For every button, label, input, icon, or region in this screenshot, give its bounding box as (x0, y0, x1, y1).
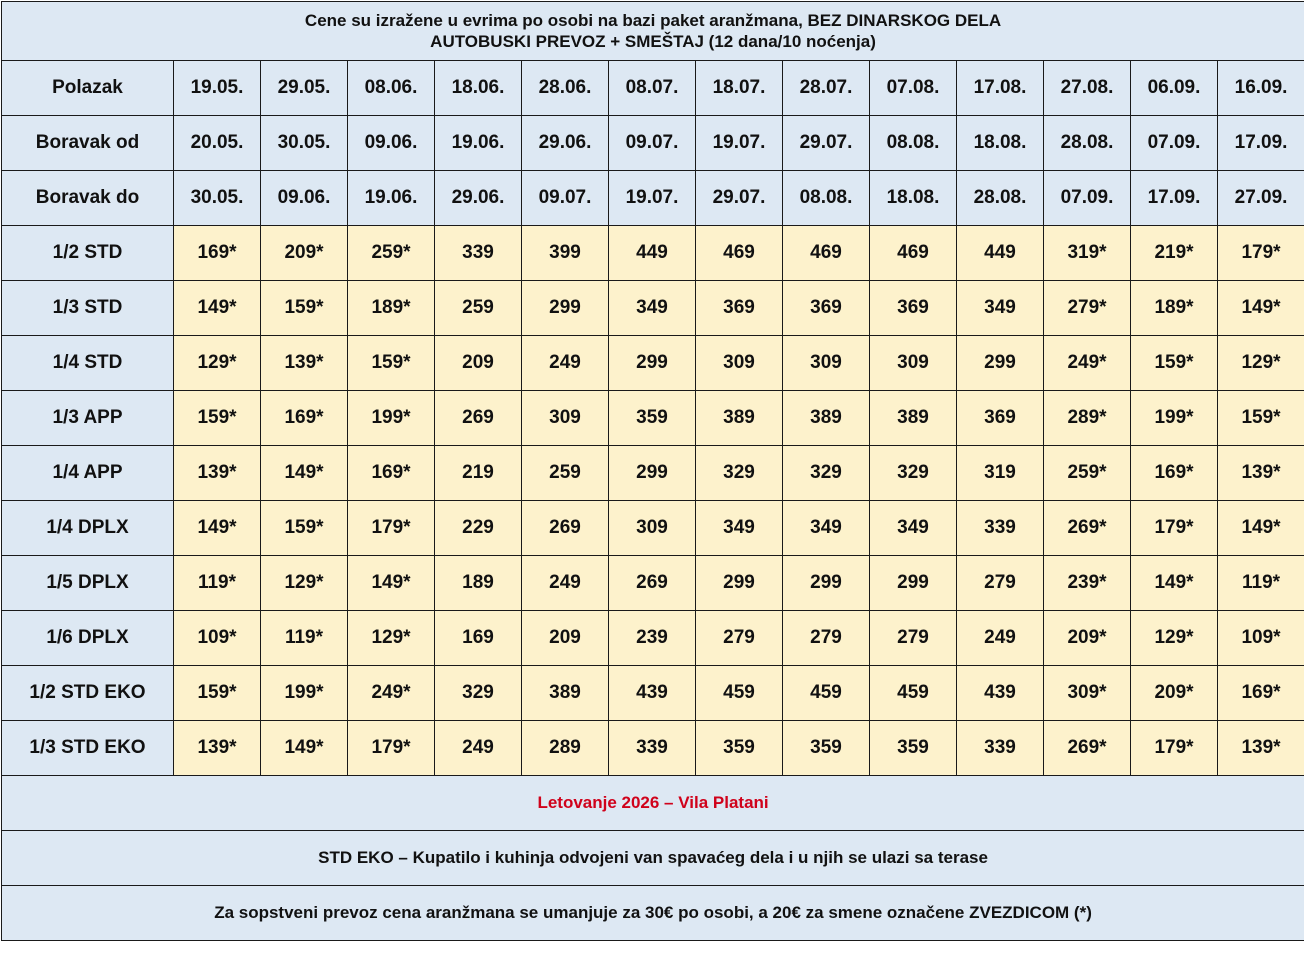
price-cell: 259 (435, 281, 522, 336)
date-cell: 17.08. (957, 61, 1044, 116)
date-cell: 19.05. (174, 61, 261, 116)
title-row (2, 2, 1304, 61)
footer-row-eko (2, 831, 1304, 886)
row-label: 1/2 STD EKO (2, 666, 174, 721)
date-cell: 09.06. (348, 116, 435, 171)
date-cell: 18.06. (435, 61, 522, 116)
price-cell: 309 (522, 391, 609, 446)
date-cell: 18.07. (696, 61, 783, 116)
table-title (2, 2, 1304, 61)
date-cell: 19.07. (696, 116, 783, 171)
price-cell: 449 (609, 226, 696, 281)
date-cell: 19.06. (435, 116, 522, 171)
price-cell: 469 (783, 226, 870, 281)
price-cell: 329 (696, 446, 783, 501)
table-body (2, 2, 1304, 776)
price-cell: 329 (870, 446, 957, 501)
price-cell: 169* (1131, 446, 1218, 501)
row-label: 1/3 STD (2, 281, 174, 336)
date-cell: 29.06. (435, 171, 522, 226)
price-cell: 269* (1044, 501, 1131, 556)
price-cell: 279* (1044, 281, 1131, 336)
date-cell: 08.08. (870, 116, 957, 171)
date-cell: 28.08. (1044, 116, 1131, 171)
price-cell: 459 (696, 666, 783, 721)
date-cell: 06.09. (1131, 61, 1218, 116)
price-cell: 369 (870, 281, 957, 336)
price-cell: 439 (957, 666, 1044, 721)
price-cell: 179* (1131, 721, 1218, 776)
price-cell: 209 (522, 611, 609, 666)
price-cell: 169* (261, 391, 348, 446)
price-cell: 149* (1218, 281, 1304, 336)
price-cell: 299 (609, 336, 696, 391)
price-row (2, 391, 1304, 446)
price-table (1, 1, 1304, 941)
price-cell: 159* (261, 281, 348, 336)
date-cell: 29.06. (522, 116, 609, 171)
price-cell: 159* (174, 666, 261, 721)
price-cell: 179* (1218, 226, 1304, 281)
price-row (2, 281, 1304, 336)
date-cell: 07.08. (870, 61, 957, 116)
footer-body (2, 776, 1304, 941)
date-cell: 28.06. (522, 61, 609, 116)
price-cell: 119* (174, 556, 261, 611)
date-cell: 09.07. (609, 116, 696, 171)
date-cell: 30.05. (174, 171, 261, 226)
price-cell: 309* (1044, 666, 1131, 721)
price-cell: 269* (1044, 721, 1131, 776)
price-cell: 149* (174, 501, 261, 556)
price-cell: 249* (1044, 336, 1131, 391)
price-cell: 149* (1131, 556, 1218, 611)
date-cell: 29.07. (783, 116, 870, 171)
price-cell: 219* (1131, 226, 1218, 281)
price-cell: 299 (609, 446, 696, 501)
footer-row-title (2, 776, 1304, 831)
price-cell: 299 (522, 281, 609, 336)
price-cell: 249 (957, 611, 1044, 666)
date-cell: 29.07. (696, 171, 783, 226)
price-cell: 149* (261, 446, 348, 501)
date-cell: 18.08. (957, 116, 1044, 171)
price-cell: 209* (261, 226, 348, 281)
price-cell: 229 (435, 501, 522, 556)
price-cell: 389 (870, 391, 957, 446)
row-label: Boravak do (2, 171, 174, 226)
price-cell: 159* (1218, 391, 1304, 446)
date-cell: 09.06. (261, 171, 348, 226)
price-cell: 359 (609, 391, 696, 446)
price-cell: 139* (261, 336, 348, 391)
price-cell: 369 (696, 281, 783, 336)
date-cell: 27.08. (1044, 61, 1131, 116)
date-row (2, 171, 1304, 226)
row-label: Boravak od (2, 116, 174, 171)
date-cell: 18.08. (870, 171, 957, 226)
price-cell: 159* (348, 336, 435, 391)
price-cell: 369 (783, 281, 870, 336)
row-label: 1/4 STD (2, 336, 174, 391)
price-cell: 329 (783, 446, 870, 501)
title-line-1: Cene su izražene u evrima po osobi na bazi paket aranžmana, BEZ DINARSKOG DELA (2, 10, 1304, 31)
price-cell: 389 (783, 391, 870, 446)
price-cell: 269 (522, 501, 609, 556)
price-cell: 359 (696, 721, 783, 776)
price-cell: 389 (522, 666, 609, 721)
price-cell: 309 (609, 501, 696, 556)
price-cell: 389 (696, 391, 783, 446)
price-cell: 129* (261, 556, 348, 611)
row-label: 1/4 APP (2, 446, 174, 501)
price-cell: 469 (696, 226, 783, 281)
row-label: Polazak (2, 61, 174, 116)
price-cell: 349 (870, 501, 957, 556)
price-cell: 359 (870, 721, 957, 776)
date-cell: 28.08. (957, 171, 1044, 226)
date-cell: 08.07. (609, 61, 696, 116)
price-cell: 199* (348, 391, 435, 446)
date-cell: 20.05. (174, 116, 261, 171)
price-cell: 119* (1218, 556, 1304, 611)
footer-note-eko: STD EKO – Kupatilo i kuhinja odvojeni van spavaćeg dela i u njih se ulazi sa terase (2, 831, 1304, 886)
price-cell: 159* (1131, 336, 1218, 391)
price-row (2, 501, 1304, 556)
footer-title: Letovanje 2026 – Vila Platani (2, 776, 1304, 831)
price-cell: 459 (783, 666, 870, 721)
price-cell: 349 (696, 501, 783, 556)
price-cell: 119* (261, 611, 348, 666)
footer-note-transport: Za sopstveni prevoz cena aranžmana se umanjuje za 30€ po osobi, a 20€ za smene označene ZVEZDICOM (*) (2, 886, 1304, 941)
price-cell: 139* (1218, 446, 1304, 501)
price-cell: 129* (348, 611, 435, 666)
price-cell: 219 (435, 446, 522, 501)
date-cell: 17.09. (1218, 116, 1304, 171)
price-cell: 309 (783, 336, 870, 391)
date-cell: 09.07. (522, 171, 609, 226)
date-cell: 29.05. (261, 61, 348, 116)
date-row (2, 116, 1304, 171)
price-cell: 439 (609, 666, 696, 721)
price-cell: 249 (522, 556, 609, 611)
price-cell: 129* (1131, 611, 1218, 666)
price-cell: 279 (957, 556, 1044, 611)
price-cell: 279 (783, 611, 870, 666)
price-cell: 469 (870, 226, 957, 281)
price-cell: 329 (435, 666, 522, 721)
price-cell: 459 (870, 666, 957, 721)
price-cell: 349 (957, 281, 1044, 336)
price-cell: 449 (957, 226, 1044, 281)
row-label: 1/3 APP (2, 391, 174, 446)
price-cell: 189* (1131, 281, 1218, 336)
price-cell: 239 (609, 611, 696, 666)
price-row (2, 666, 1304, 721)
price-cell: 289 (522, 721, 609, 776)
price-cell: 319 (957, 446, 1044, 501)
price-cell: 289* (1044, 391, 1131, 446)
price-row (2, 446, 1304, 501)
row-label: 1/2 STD (2, 226, 174, 281)
price-cell: 209* (1131, 666, 1218, 721)
price-cell: 139* (1218, 721, 1304, 776)
date-cell: 19.06. (348, 171, 435, 226)
price-cell: 139* (174, 721, 261, 776)
date-cell: 08.08. (783, 171, 870, 226)
row-label: 1/5 DPLX (2, 556, 174, 611)
price-cell: 159* (174, 391, 261, 446)
price-cell: 249 (522, 336, 609, 391)
price-cell: 179* (348, 721, 435, 776)
price-cell: 369 (957, 391, 1044, 446)
price-cell: 159* (261, 501, 348, 556)
title-line-2: AUTOBUSKI PREVOZ + SMEŠTAJ (12 dana/10 noćenja) (2, 31, 1304, 52)
price-cell: 169* (348, 446, 435, 501)
price-cell: 249* (348, 666, 435, 721)
price-cell: 109* (174, 611, 261, 666)
price-cell: 349 (609, 281, 696, 336)
price-cell: 149* (261, 721, 348, 776)
row-label: 1/3 STD EKO (2, 721, 174, 776)
price-cell: 319* (1044, 226, 1131, 281)
price-cell: 339 (957, 501, 1044, 556)
price-cell: 189 (435, 556, 522, 611)
date-cell: 28.07. (783, 61, 870, 116)
footer-row-transport (2, 886, 1304, 941)
date-cell: 17.09. (1131, 171, 1218, 226)
price-cell: 339 (957, 721, 1044, 776)
date-cell: 16.09. (1218, 61, 1304, 116)
price-cell: 209 (435, 336, 522, 391)
date-cell: 19.07. (609, 171, 696, 226)
price-cell: 189* (348, 281, 435, 336)
price-row (2, 336, 1304, 391)
price-cell: 339 (609, 721, 696, 776)
price-cell: 269 (609, 556, 696, 611)
price-cell: 169 (435, 611, 522, 666)
price-row (2, 721, 1304, 776)
price-cell: 259* (1044, 446, 1131, 501)
price-row (2, 611, 1304, 666)
price-cell: 249 (435, 721, 522, 776)
price-cell: 139* (174, 446, 261, 501)
date-cell: 27.09. (1218, 171, 1304, 226)
price-cell: 239* (1044, 556, 1131, 611)
price-cell: 339 (435, 226, 522, 281)
price-cell: 309 (870, 336, 957, 391)
price-cell: 299 (783, 556, 870, 611)
price-cell: 299 (957, 336, 1044, 391)
row-label: 1/6 DPLX (2, 611, 174, 666)
price-cell: 169* (174, 226, 261, 281)
date-cell: 08.06. (348, 61, 435, 116)
price-cell: 349 (783, 501, 870, 556)
price-cell: 199* (1131, 391, 1218, 446)
price-cell: 259* (348, 226, 435, 281)
price-row (2, 556, 1304, 611)
price-cell: 149* (1218, 501, 1304, 556)
price-cell: 129* (1218, 336, 1304, 391)
price-cell: 179* (348, 501, 435, 556)
price-cell: 279 (870, 611, 957, 666)
price-cell: 149* (174, 281, 261, 336)
price-cell: 299 (870, 556, 957, 611)
price-cell: 309 (696, 336, 783, 391)
price-cell: 209* (1044, 611, 1131, 666)
price-cell: 149* (348, 556, 435, 611)
price-cell: 109* (1218, 611, 1304, 666)
price-cell: 269 (435, 391, 522, 446)
price-cell: 279 (696, 611, 783, 666)
price-cell: 199* (261, 666, 348, 721)
price-cell: 129* (174, 336, 261, 391)
date-cell: 07.09. (1131, 116, 1218, 171)
price-cell: 299 (696, 556, 783, 611)
price-cell: 399 (522, 226, 609, 281)
date-cell: 07.09. (1044, 171, 1131, 226)
date-cell: 30.05. (261, 116, 348, 171)
date-row (2, 61, 1304, 116)
price-cell: 169* (1218, 666, 1304, 721)
price-cell: 259 (522, 446, 609, 501)
price-cell: 359 (783, 721, 870, 776)
price-row (2, 226, 1304, 281)
row-label: 1/4 DPLX (2, 501, 174, 556)
price-cell: 179* (1131, 501, 1218, 556)
